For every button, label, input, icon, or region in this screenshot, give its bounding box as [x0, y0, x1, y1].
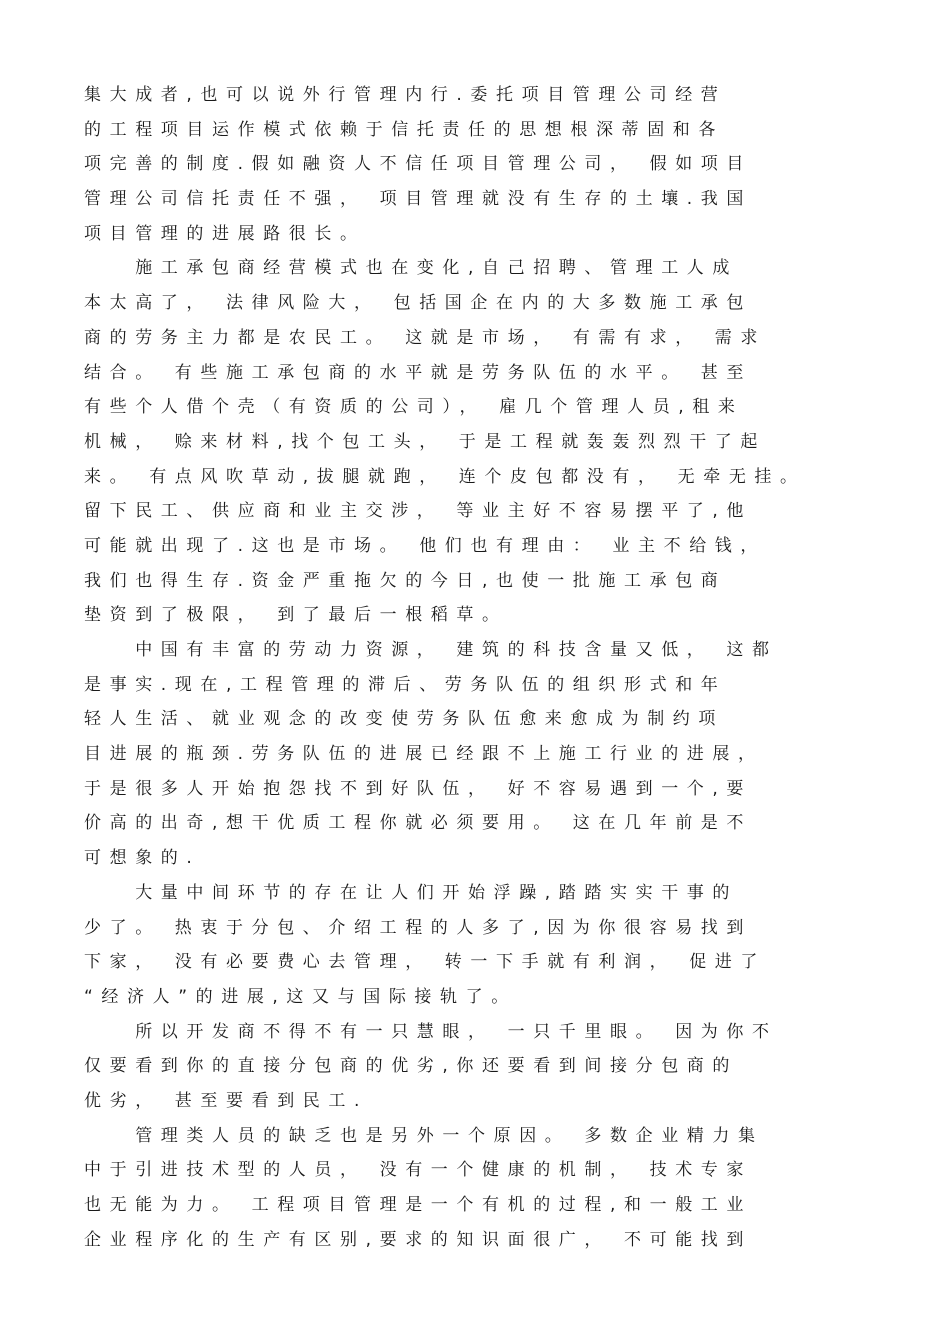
- text-line: 企业程序化的生产有区别,要求的知识面很广， 不可能找到: [84, 1229, 753, 1250]
- text-line: 项完善的制度.假如融资人不信任项目管理公司， 假如项目: [84, 154, 753, 175]
- text-line: 中于引进技术型的人员， 没有一个健康的机制， 技术专家: [84, 1160, 753, 1181]
- text-line: 所以开发商不得不有一只慧眼， 一只千里眼。 因为你不: [84, 1021, 778, 1042]
- text-line: 可想象的.: [84, 848, 201, 869]
- text-line: 有些个人借个壳（有资质的公司）， 雇几个管理人员,租来: [84, 397, 744, 418]
- text-line: 来。 有点风吹草动,拔腿就跑， 连个皮包都没有， 无牵无挂。: [84, 466, 806, 487]
- body-text: [84, 78, 884, 1257]
- text-line: 项目管理的进展路很长。: [84, 223, 366, 244]
- text-line: 机械， 赊来材料,找个包工头， 于是工程就轰轰烈烈干了起: [84, 431, 767, 452]
- text-line: 可能就出现了.这也是市场。 他们也有理由： 业主不给钱，: [84, 535, 767, 556]
- text-line: 管理类人员的缺乏也是另外一个原因。 多数企业精力集: [84, 1125, 764, 1146]
- text-line: 大量中间环节的存在让人们开始浮躁,踏踏实实干事的: [84, 882, 739, 903]
- text-line: 下家， 没有必要费心去管理， 转一下手就有利润， 促进了: [84, 952, 767, 973]
- text-line: 集大成者,也可以说外行管理内行.委托项目管理公司经营: [84, 85, 727, 105]
- text-line: 结合。 有些施工承包商的水平就是劳务队伍的水平。 甚至: [84, 362, 753, 383]
- text-line: 轻人生活、就业观念的改变使劳务队伍愈来愈成为制约项: [84, 709, 724, 730]
- text-line: 管理公司信托责任不强， 项目管理就没有生存的土壤.我国: [84, 189, 753, 210]
- text-line: 价高的出奇,想干优质工程你就必须要用。 这在几年前是不: [84, 813, 753, 834]
- text-line: 本太高了， 法律风险大， 包括国企在内的大多数施工承包: [84, 293, 753, 314]
- text-line: 留下民工、供应商和业主交涉， 等业主好不容易摆平了,他: [84, 501, 753, 522]
- text-line: 施工承包商经营模式也在变化,自己招聘、管理工人成: [84, 258, 739, 279]
- text-line: 目进展的瓶颈.劳务队伍的进展已经跟不上施工行业的进展，: [84, 744, 764, 765]
- text-line: 优劣， 甚至要看到民工.: [84, 1090, 369, 1111]
- text-line: 垫资到了极限， 到了最后一根稻草。: [84, 605, 508, 626]
- text-line: 中国有丰富的劳动力资源， 建筑的科技含量又低， 这都: [84, 640, 778, 660]
- text-line: 的工程项目运作模式依赖于信托责任的思想根深蒂固和各: [84, 119, 724, 140]
- text-line: 我们也得生存.资金严重拖欠的今日,也使一批施工承包商: [84, 570, 727, 591]
- text-line: 仅要看到你的直接分包商的优劣,你还要看到间接分包商的: [84, 1056, 739, 1077]
- text-line: “经济人”的进展,这又与国际接轨了。: [84, 986, 517, 1007]
- text-line: 商的劳务主力都是农民工。 这就是市场， 有需有求， 需求: [84, 327, 767, 348]
- text-line: 于是很多人开始抱怨找不到好队伍， 好不容易遇到一个,要: [84, 778, 753, 799]
- text-line: 是事实.现在,工程管理的滞后、劳务队伍的组织形式和年: [84, 674, 727, 695]
- text-line: 少了。 热衷于分包、介绍工程的人多了,因为你很容易找到: [84, 917, 753, 938]
- text-line: 也无能为力。 工程项目管理是一个有机的过程,和一般工业: [84, 1195, 753, 1215]
